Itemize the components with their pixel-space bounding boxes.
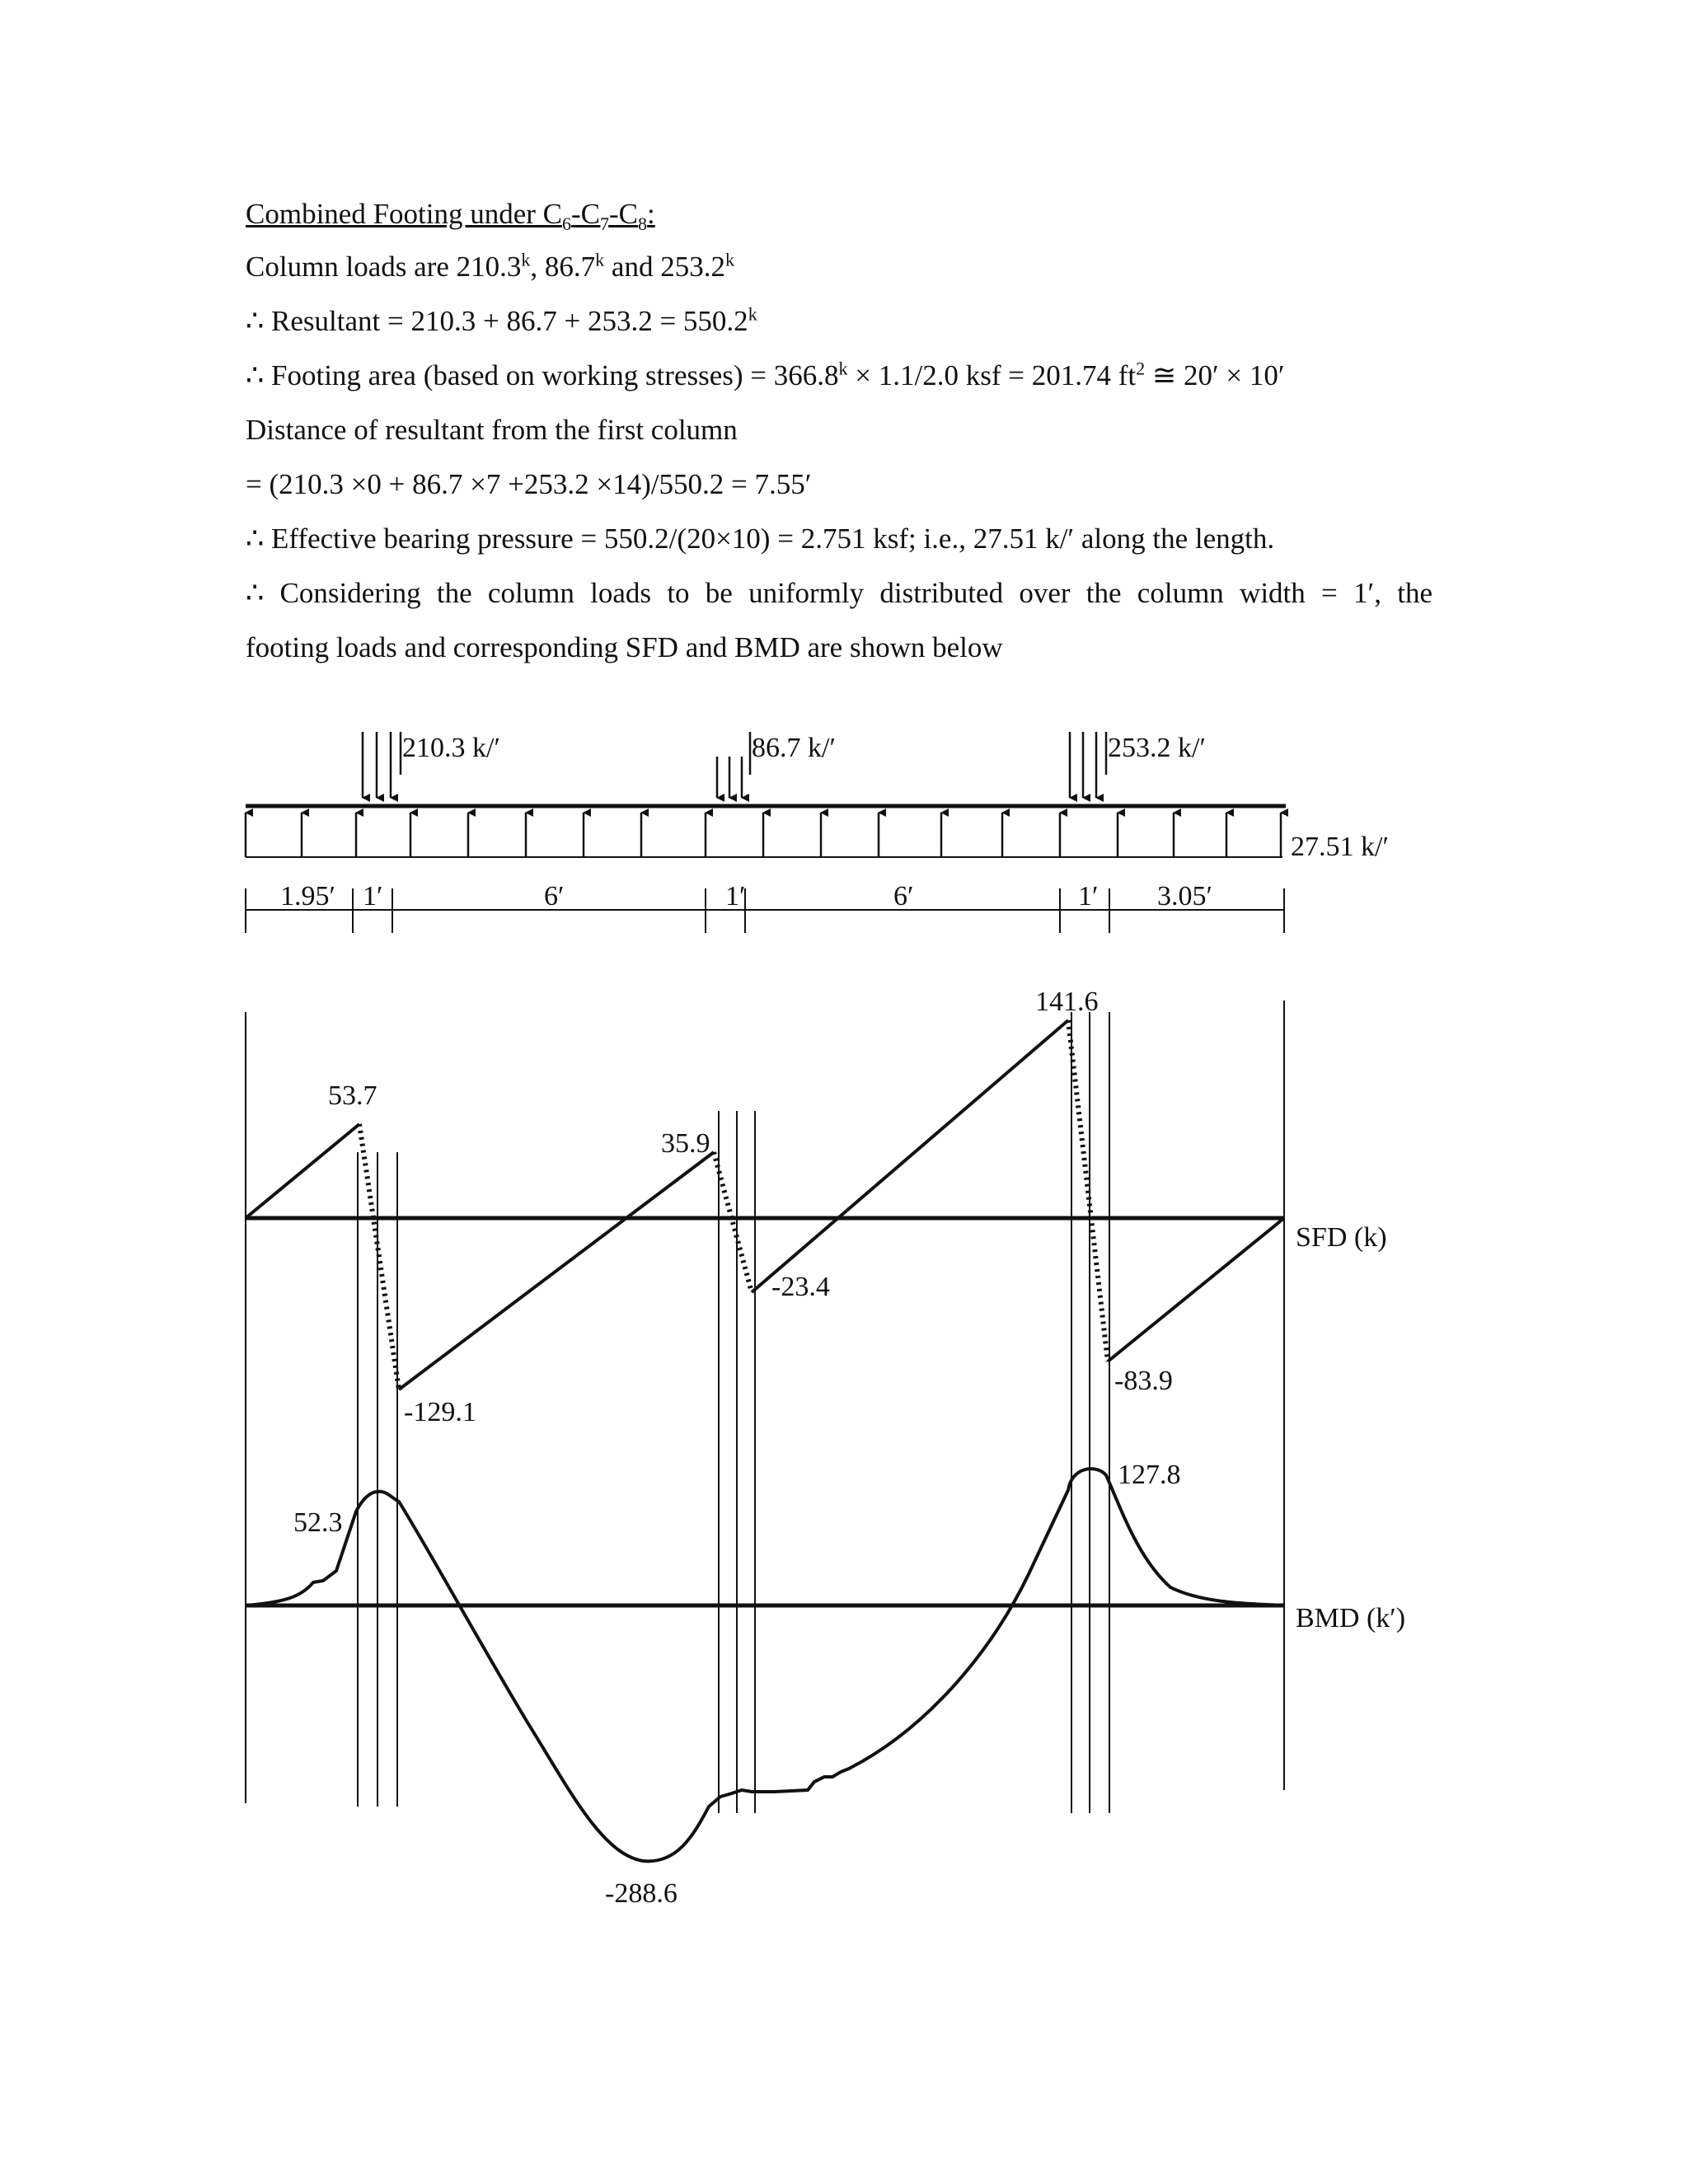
soil-pressure-label: 27.51 k/′ — [1291, 832, 1389, 862]
footing-area-line: ∴ Footing area (based on working stresses) = $366.8^k \times 1.1/2.0$ ksf = 201.74 $ft^2$ ≅ 20′ × 10′ — [246, 358, 1285, 391]
sfd-value-label: -129.1 — [404, 1397, 476, 1427]
bmd-value-label: 127.8 — [1118, 1460, 1181, 1490]
distance-line: Distance of resultant from the first column — [246, 414, 738, 446]
sfd-curve-segment — [246, 1124, 359, 1218]
column-loads-line: Column loads are 210.3$^k$, 86.7$^k$ and 253.2$^k$ — [246, 249, 734, 283]
dimension-line — [246, 888, 1284, 933]
sfd-drop-1 — [359, 1124, 399, 1390]
bearing-pressure-line: ∴ Effective bearing pressure = 550.2/(20×10) = 2.751 ksf; i.e., 27.51 k/′ along the length. — [246, 523, 1275, 555]
bmd-axis-label: BMD (k′) — [1296, 1603, 1406, 1633]
dim-label-5: 6′ — [893, 881, 914, 912]
sfd-value-label: -23.4 — [771, 1272, 830, 1302]
considering-line: ∴ Considering the column loads to be uniformly distributed over the column width = 1′, the — [246, 577, 1432, 609]
sfd-value-label: 141.6 — [1035, 987, 1099, 1017]
sfd-labels — [328, 987, 1387, 1427]
dim-label-6: 1′ — [1078, 881, 1099, 912]
dim-label-1: 1.95′ — [280, 881, 335, 912]
dim-label-4: 1′ — [725, 881, 746, 912]
bmd-value-label: -288.6 — [605, 1878, 678, 1909]
section-heading: Combined Footing under $C_6-C_7-C_8$: — [246, 198, 655, 234]
bmd-value-label: 52.3 — [293, 1507, 343, 1538]
column-1-load-label: 210.3 k/′ — [402, 733, 500, 763]
bending-moment-diagram — [246, 1469, 1284, 1861]
column-3-load-label: 253.2 k/′ — [1108, 733, 1206, 763]
distance-equation: = (210.3 ×0 + 86.7 ×7 +253.2 ×14)/550.2 = 7.55′ — [246, 468, 812, 500]
sfd-value-label: -83.9 — [1114, 1366, 1173, 1396]
resultant-line: ∴ Resultant = $210.3 + 86.7 + 253.2 = 550.2^k$ — [246, 303, 757, 337]
column-2-load-label: 86.7 k/′ — [752, 733, 836, 763]
sfd-axis-label: SFD (k) — [1296, 1222, 1387, 1253]
sfd-curve-segment — [399, 1152, 714, 1390]
dim-label-2: 1′ — [363, 881, 383, 912]
sfd-drop-3 — [1068, 1020, 1108, 1361]
section-lines — [246, 1001, 1284, 1813]
column-2-load-arrows — [717, 732, 750, 798]
sfd-curve-segment — [752, 1020, 1068, 1292]
bmd-curve — [246, 1469, 1284, 1861]
sfd-curve-segment — [1108, 1218, 1284, 1361]
dim-label-3: 6′ — [544, 881, 565, 912]
bmd-labels — [293, 1460, 1405, 1909]
sfd-value-label: 35.9 — [661, 1128, 710, 1159]
loading-labels — [280, 733, 1389, 912]
footing-loads-line: footing loads and corresponding SFD and BMD are shown below — [246, 631, 1003, 663]
shear-force-diagram — [246, 1020, 1284, 1390]
column-1-load-arrows — [363, 732, 401, 798]
soil-pressure-arrows — [246, 813, 1281, 857]
sfd-value-label: 53.7 — [328, 1080, 377, 1111]
column-3-load-arrows — [1070, 732, 1106, 798]
dim-label-7: 3.05′ — [1157, 881, 1212, 912]
